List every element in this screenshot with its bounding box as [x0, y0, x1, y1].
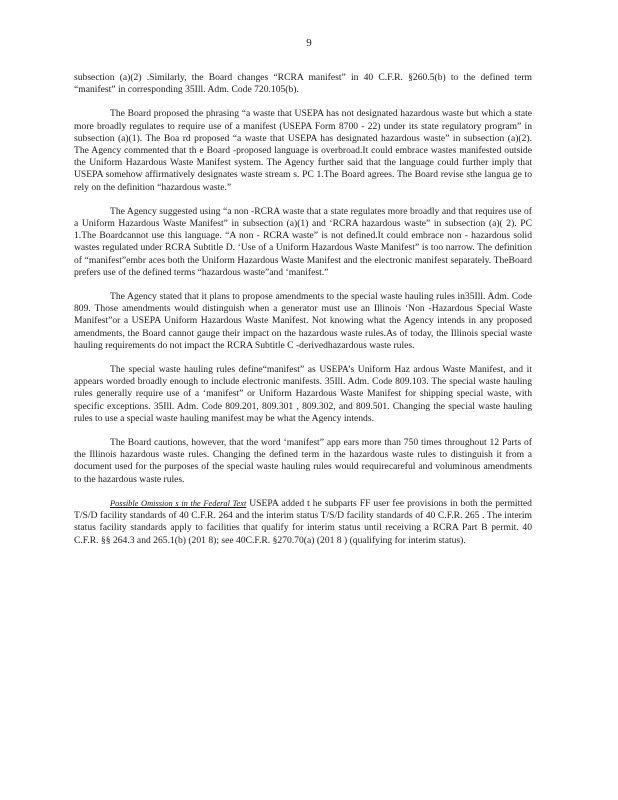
paragraph-special-waste-rules: The special waste hauling rules define“manifest” as USEPA’s Uniform Haz ardous Waste Manifest, and it appears worded broadly enough to include electronic manifests. 35Ill. Adm. Code 809.103. The special waste hauling rules generally require use of a ‘manifest” or Uniform Hazardous Waste Manifest for shipping special waste, with specific exceptions. 35Ill. Adm. Code 809.201, 809.301 , 809.302, and 809.501. Changing the special waste hauling rules to use a special waste hauling manifest may be what the Agency intends. — [74, 364, 532, 424]
paragraph-board-proposed: The Board proposed the phrasing “a waste that USEPA has not designated hazardous waste but which a state more broadly regulates to require use of a manifest (USEPA Form 8700 - 22) under its state regulatory program” in subsection (a)(1). The Boa rd proposed “a waste that USEPA has designated hazardous waste” in subsection (a)(2). The Agency commented that th e Board -proposed language is overbroad.It could embrace wastes manifested outside the Uniform Hazardous Waste Manifest system. The Agency further said that the language could further imply that USEPA somehow affirmatively designates waste stream s. PC 1.The Board agrees. The Board revise sthe langua ge to rely on the definition “hazardous waste.” — [74, 108, 532, 193]
page-number: 9 — [306, 37, 312, 49]
paragraph-agency-plans: The Agency stated that it plans to propose amendments to the special waste hauling rules in35Ill. Adm. Code 809. Those amendments would distinguish when a generator must use an Illinois ‘Non -Hazardous Special Waste Manifest”or a USEPA Uniform Hazardous Waste Manifest. Not knowing what the Agency intends in any proposed amendments, the Board cannot gauge their impact on the hazardous waste rules.As of today, the Illinois special waste hauling requirements do not impact the RCRA Subtitle C -derivedhazardous waste rules. — [74, 291, 532, 351]
paragraph-continuation: subsection (a)(2) .Similarly, the Board changes “RCRA manifest” in 40 C.F.R. §260.5(b) to the defined term “manifest” in corresponding 35Ill. Adm. Code 720.105(b). — [74, 72, 532, 96]
paragraph-agency-suggested: The Agency suggested using “a non -RCRA waste that a state regulates more broadly and that requires use of a Uniform Hazardous Waste Manifest” in subsection (a)(1) and ‘RCRA hazardous waste” in subsection (a)( 2). PC 1.The Boardcannot use this language. “A non - RCRA waste” is not defined.It could embrace non - hazardous solid wastes regulated under RCRA Subtitle D. ‘Use of a Uniform Hazardous Waste Manifest” is too narrow. The definition of “manifest”embr aces both the Uniform Hazardous Waste Manifest and the electronic manifest separately. TheBoard prefers use of the defined terms “hazardous waste”and ‘manifest.” — [74, 205, 532, 278]
paragraph-possible-omissions — [74, 498, 532, 547]
body-text — [74, 72, 532, 559]
section-heading: Possible Omission s in the Federal Text — [110, 498, 247, 508]
paragraph-board-cautions: The Board cautions, however, that the word ‘manifest” app ears more than 750 times throughout 12 Parts of the Illinois hazardous waste rules. Changing the defined term in the hazardous waste rules to distinguish it from a document used for the purposes of the special waste hauling rules would requirecareful and voluminous amendments to the hazardous waste rules. — [74, 437, 532, 485]
paragraph-omissions-text: USEPA added t he subparts FF user fee provisions in both the permitted T/S/D facility standards of 40 C.F.R. 264 and the interim status T/S/D facility standards of 40 C.F.R. 265 . The interim status facility standards apply to facilities that qualify for interim status until receiving a RCRA Part B permit. 40 C.F.R. §§ 264.3 and 265.1(b) (201 8); see 40C.F.R. §270.70(a) (201 8 ) (qualifying for interim status). — [74, 497, 532, 546]
